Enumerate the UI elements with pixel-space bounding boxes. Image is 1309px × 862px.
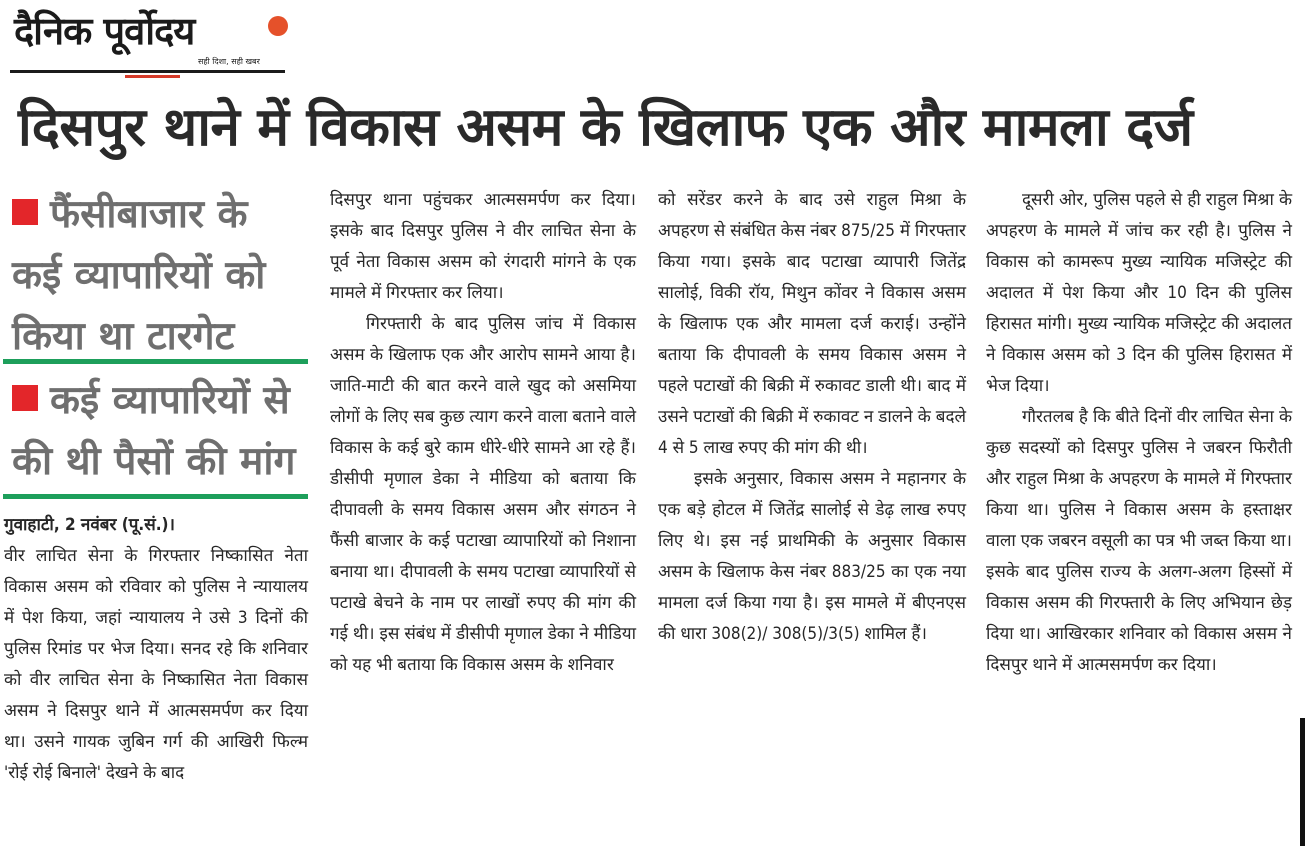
- red-square-bullet-icon: [12, 199, 38, 225]
- newspaper-logo: दैनिक पूर्वोदय: [14, 9, 195, 53]
- dateline: गुवाहाटी, 2 नवंबर (पू.सं.)।: [4, 515, 175, 535]
- column-1-text: वीर लाचित सेना के गिरफ्तार निष्कासित नेता विकास असम को रविवार को पुलिस ने न्यायालय में पेश किया, जहां न्यायालय ने उसे 3 दिनों की पुलिस रिमांड पर भेज दिया। सनद रहे कि शनिवार को वीर लाचित सेना के निष्कासित नेता विकास असम ने दिसपुर थाने में आत्मसमर्पण कर दिया था। उसने गायक जुबिन गर्ग की आखिरी फिल्म 'रोई रोई बिनाले' देखने के बाद: [4, 546, 308, 783]
- masthead-red-bar: [125, 75, 180, 78]
- red-square-bullet-icon: [12, 385, 38, 411]
- column-3-paragraph: इसके अनुसार, विकास असम ने महानगर के एक बड़े होटल में जितेंद्र सालोई से डेढ़ लाख रुपए लिए थे। इस नई प्राथमिकी के अनुसार विकास असम के खिलाफ केस नंबर 883/25 का एक नया मामला दर्ज किया गया है। इस मामले में बीएनएस की धारा 308(2)/ 308(5)/3(5) शामिल हैं।: [658, 469, 966, 644]
- article-column-1: [4, 510, 308, 789]
- column-4-paragraph: गौरतलब है कि बीते दिनों वीर लाचित सेना के कुछ सदस्यों को दिसपुर पुलिस ने जबरन फिरौती और राहुल मिश्रा के अपहरण के मामले में गिरफ्तार किया था। पुलिस ने विकास असम के हस्ताक्षर वाला एक जबरन वसूली का पत्र भी जब्त किया था। इसके बाद पुलिस राज्य के अलग-अलग हिस्सों में विकास असम की गिरफ्तारी के लिए अभियान छेड़ दिया था। आखिरकार शनिवार को विकास असम ने दिसपुर थाने में आत्मसमर्पण कर दिया।: [986, 407, 1292, 675]
- highlight-text-1: फैंसीबाजार के कई व्यापारियों को किया था टारगेट: [12, 192, 266, 359]
- green-divider: [3, 494, 308, 499]
- logo-dot-icon: [268, 16, 288, 36]
- highlight-box-2: [12, 370, 302, 492]
- column-3-paragraph: को सरेंडर करने के बाद उसे राहुल मिश्रा के अपहरण से संबंधित केस नंबर 875/25 में गिरफ्तार किया गया। इसके बाद पटाखा व्यापारी जितेंद्र सालोई, विकी रॉय, मिथुन कोंवर ने विकास असम के खिलाफ एक और मामला दर्ज कराई। उन्होंने बताया कि दीपावली के समय विकास असम ने पहले पटाखों की बिक्री में रुकावट डाली थी। बाद में उसने पटाखों की बिक्री में रुकावट न डालने के बदले 4 से 5 लाख रुपए की मांग की थी।: [658, 190, 966, 458]
- masthead: [10, 6, 285, 74]
- highlight-box-1: [12, 184, 302, 367]
- newspaper-tagline: सही दिशा, सही खबर: [198, 57, 260, 66]
- article-headline: दिसपुर थाने में विकास असम के खिलाफ एक और मामला दर्ज: [18, 97, 1193, 158]
- column-2-paragraph: दिसपुर थाना पहुंचकर आत्मसमर्पण कर दिया। इसके बाद दिसपुर पुलिस ने वीर लाचित सेना के पूर्व नेता विकास असम को रंगदारी मांगने के एक मामले में गिरफ्तार कर लिया।: [330, 190, 636, 303]
- article-column-2: [330, 185, 636, 681]
- article-column-4: [986, 185, 1292, 681]
- masthead-rule: [10, 70, 285, 73]
- column-2-paragraph: गिरफ्तारी के बाद पुलिस जांच में विकास असम के खिलाफ एक और आरोप सामने आया है। जाति-माटी की बात करने वाले खुद को असमिया लोगों के लिए सब कुछ त्याग करने वाला बताने वाले विकास के कई बुरे काम धीरे-धीरे सामने आ रहे हैं। डीसीपी मृणाल डेका ने मीडिया को बताया कि दीपावली के समय विकास असम और संगठन ने फैंसी बाजार के कई पटाखा व्यापारियों को निशाना बनाया था। दीपावली के समय पटाखा व्यापारियों से पटाखे बेचने के नाम पर लाखों रुपए की मांग की गई थी। इस संबंध में डीसीपी मृणाल डेका ने मीडिया को यह भी बताया कि विकास असम के शनिवार: [330, 314, 636, 675]
- article-column-3: [658, 185, 966, 650]
- green-divider: [3, 359, 308, 364]
- page-edge-mark: [1300, 718, 1305, 846]
- column-4-paragraph: दूसरी ओर, पुलिस पहले से ही राहुल मिश्रा के अपहरण के मामले में जांच कर रही है। पुलिस ने विकास को कामरूप मुख्य न्यायिक मजिस्ट्रेट की अदालत में पेश किया और 10 दिन की पुलिस हिरासत मांगी। मुख्य न्यायिक मजिस्ट्रेट की अदालत ने विकास असम को 3 दिन की पुलिस हिरासत में भेज दिया।: [986, 190, 1292, 396]
- highlight-text-2: कई व्यापारियों से की थी पैसों की मांग: [12, 378, 296, 484]
